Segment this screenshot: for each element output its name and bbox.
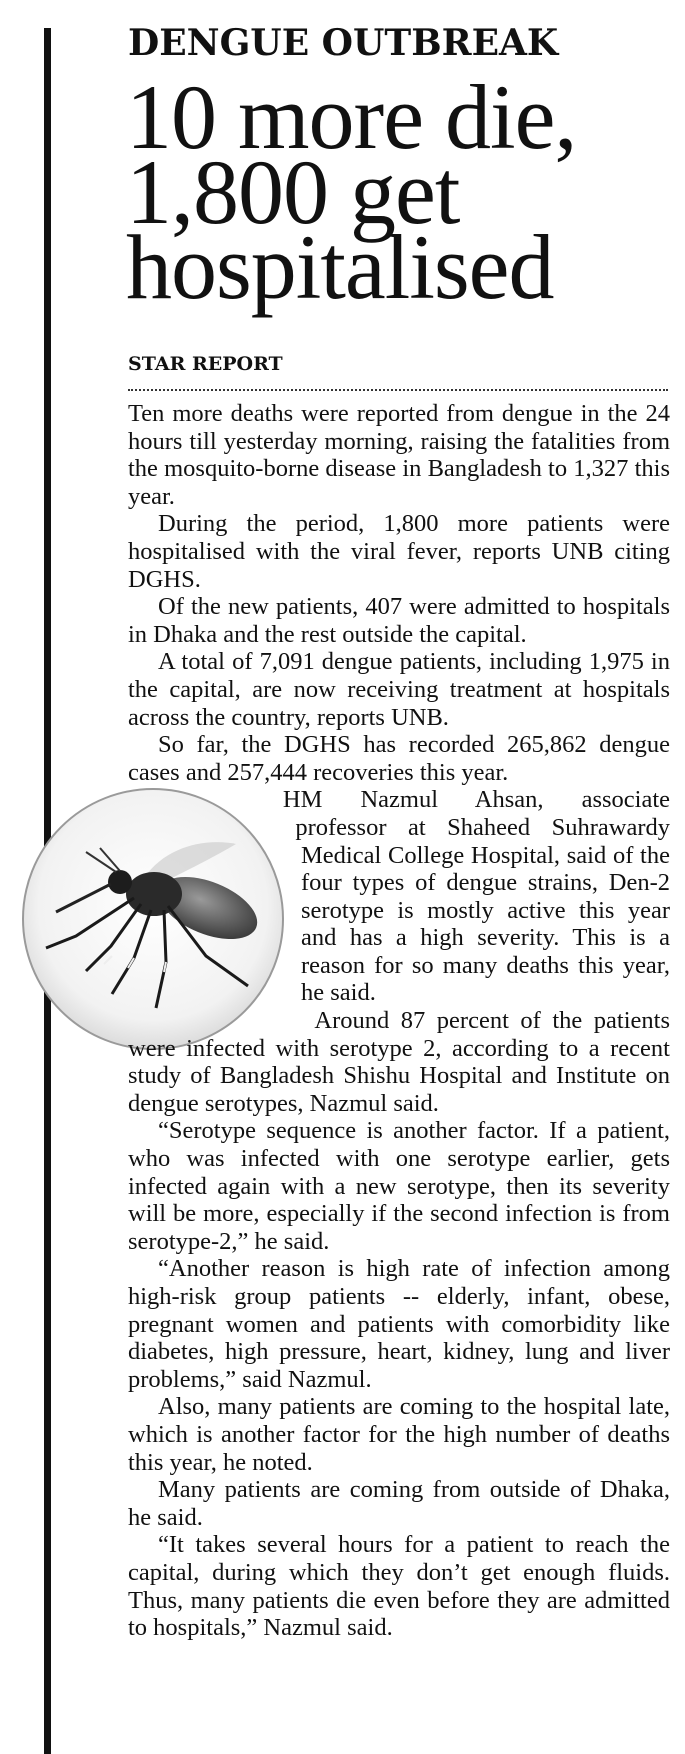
paragraph: So far, the DGHS has recorded 265,862 dengue cases and 257,444 recoveries this year. [128,731,670,786]
paragraph: Around 87 percent of the patients were infected with serotype 2, according to a recent study of Bangladesh Shishu Hospital and Institute on dengue serotypes, Nazmul said. [128,1007,670,1117]
paragraph: During the period, 1,800 more patients were hospitalised with the viral fever, reports UNB citing DGHS. [128,510,670,593]
dotted-divider [128,389,668,391]
mosquito-photo [16,786,291,1052]
kicker: DENGUE OUTBREAK [128,22,559,64]
paragraph: “Serotype sequence is another factor. If a patient, who was infected with one serotype earlier, gets infected again with a new serotype, then its severity will be more, especially if the second infection is from serotype-2,” he said. [128,1117,670,1255]
paragraph: Many patients are coming from outside of Dhaka, he said. [128,1476,670,1531]
headline: 10 more die, 1,800 get hospitalised [126,66,577,318]
paragraph: Ten more deaths were reported from dengue in the 24 hours till yesterday morning, raising the fatalities from the mosquito-borne disease in Bangladesh to 1,327 this year. [128,400,670,510]
byline: STAR REPORT [128,353,283,375]
paragraph: “It takes several hours for a patient to reach the capital, during which they don’t get enough fluids. Thus, many patients die even before they are admitted to hospitals,” Nazmul said. [128,1531,670,1642]
paragraph: A total of 7,091 dengue patients, including 1,975 in the capital, are now receiving treatment at hospitals across the country, reports UNB. [128,648,670,731]
paragraph: “Another reason is high rate of infection among high-risk group patients -- elderly, infant, obese, pregnant women and patients with comorbidity like diabetes, high pressure, heart, kidney, lung and liver problems,” said Nazmul. [128,1255,670,1393]
article-body [128,400,670,1642]
paragraph: Of the new patients, 407 were admitted to hospitals in Dhaka and the rest outside the capital. [128,593,670,648]
paragraph: Also, many patients are coming to the hospital late, which is another factor for the high number of deaths this year, he noted. [128,1393,670,1476]
paragraph: HM Nazmul Ahsan, associate professor at Shaheed Suhrawardy Medical College Hospital, said of the four types of dengue strains, Den-2 serotype is mostly active this year and has a high severity. This is a reason for so many deaths this year, he said. [282,786,670,1007]
